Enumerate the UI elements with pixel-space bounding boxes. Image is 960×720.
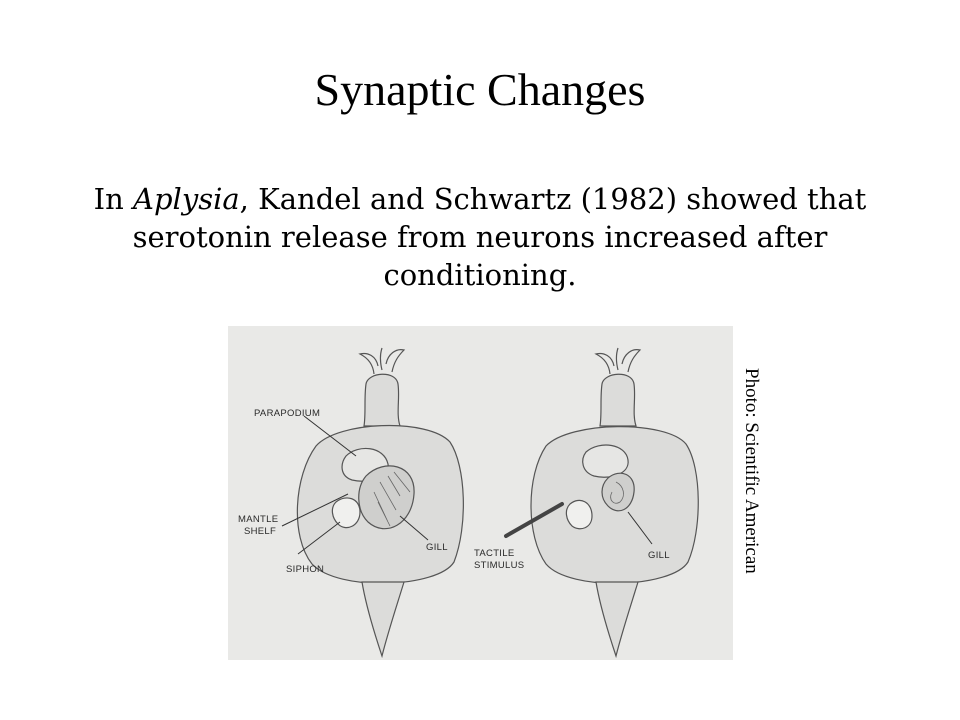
right-tentacles (596, 348, 640, 374)
body-text-prefix: In (93, 182, 134, 216)
label-tactile-1: TACTILE (474, 548, 515, 559)
label-mantle-2: SHELF (244, 526, 277, 537)
right-tail (596, 582, 638, 656)
right-gill (602, 473, 634, 511)
label-tactile-2: STIMULUS (474, 560, 525, 571)
label-gill-left: GILL (426, 542, 448, 553)
body-text (80, 180, 880, 294)
body-text-species: Aplysia (133, 182, 240, 216)
right-siphon (566, 500, 592, 528)
label-mantle-1: MANTLE (238, 514, 279, 525)
label-gill-right: GILL (648, 550, 670, 561)
left-head (364, 374, 400, 426)
label-parapodium: PARAPODIUM (254, 408, 321, 419)
right-head (600, 374, 636, 426)
label-siphon: SIPHON (286, 564, 325, 575)
aplysia-figure (228, 326, 733, 660)
left-siphon (332, 498, 360, 528)
slide-title: Synaptic Changes (314, 64, 646, 115)
body-text-suffix: , Kandel and Schwartz (1982) showed that serotonin release from neurons increased after conditioning. (132, 182, 867, 292)
photo-credit: Photo: Scientific American (741, 368, 762, 574)
left-tentacles (360, 348, 404, 374)
right-mantle (583, 445, 628, 477)
aplysia-left (297, 348, 463, 656)
aplysia-illustration (228, 326, 733, 660)
left-tail (362, 582, 404, 656)
aplysia-right (531, 348, 698, 656)
